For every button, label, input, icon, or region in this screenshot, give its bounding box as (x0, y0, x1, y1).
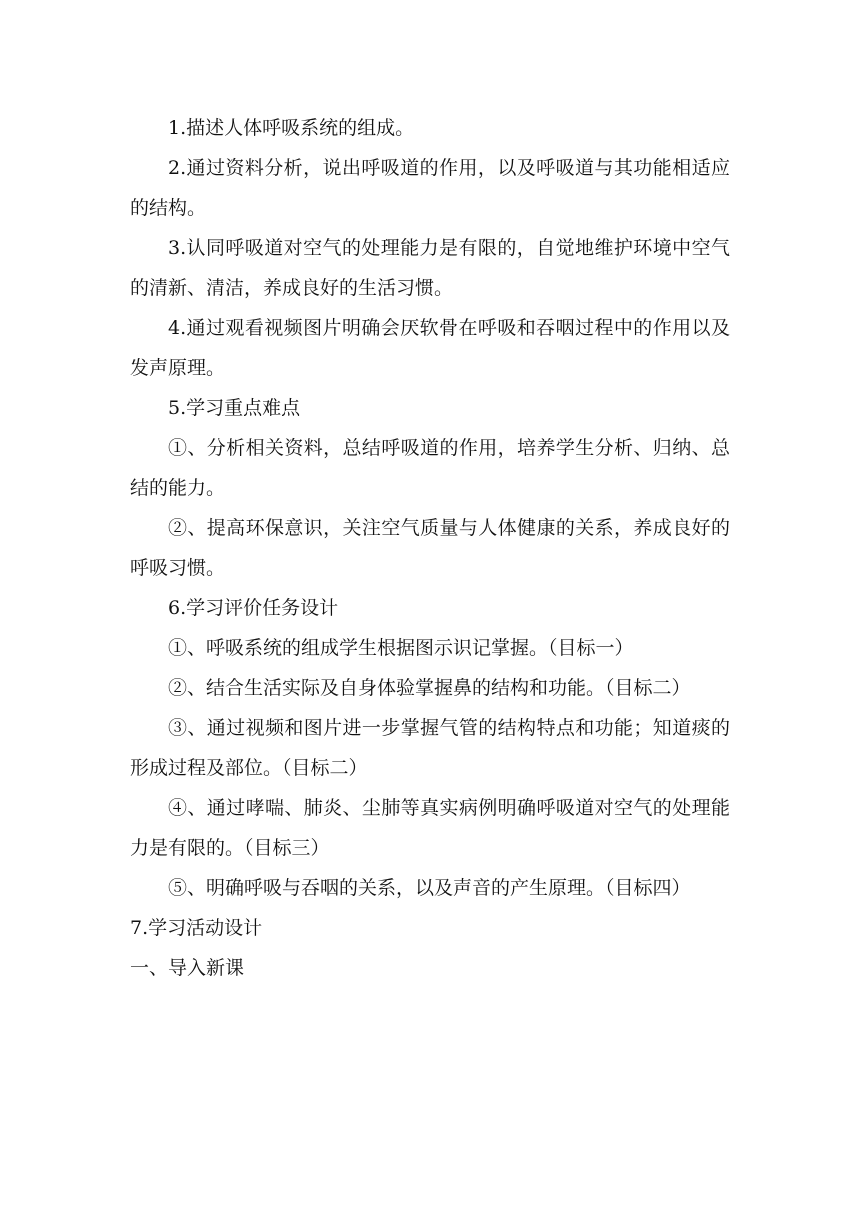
evaluation-item-2: ②、结合生活实际及自身体验掌握鼻的结构和功能。（目标二） (168, 677, 691, 699)
evaluation-item-5: ⑤、明确呼吸与吞咽的关系，以及声音的产生原理。（目标四） (168, 877, 691, 899)
section-heading-key-points: 5.学习重点难点 (168, 397, 301, 419)
key-point-2: ②、提高环保意识，关注空气质量与人体健康的关系，养成良好的呼吸习惯。 (130, 517, 730, 579)
objective-1: 1.描述人体呼吸系统的组成。 (168, 117, 415, 139)
section-heading-evaluation: 6.学习评价任务设计 (168, 597, 339, 619)
evaluation-item-4: ④、通过哮喘、肺炎、尘肺等真实病例明确呼吸道对空气的处理能力是有限的。（目标三） (130, 797, 730, 859)
objective-3: 3.认同呼吸道对空气的处理能力是有限的，自觉地维护环境中空气的清新、清洁，养成良好的生活习惯。 (130, 237, 730, 299)
objective-2: 2.通过资料分析，说出呼吸道的作用，以及呼吸道与其功能相适应的结构。 (130, 157, 730, 219)
evaluation-item-1: ①、呼吸系统的组成学生根据图示识记掌握。（目标一） (168, 637, 634, 659)
objective-4: 4.通过观看视频图片明确会厌软骨在呼吸和吞咽过程中的作用以及发声原理。 (130, 317, 730, 379)
section-heading-activities: 7.学习活动设计 (130, 917, 263, 939)
key-point-1: ①、分析相关资料，总结呼吸道的作用，培养学生分析、归纳、总结的能力。 (130, 437, 730, 499)
section-heading-introduction: 一、导入新课 (130, 957, 245, 979)
evaluation-item-3: ③、通过视频和图片进一步掌握气管的结构特点和功能；知道痰的形成过程及部位。（目标二） (130, 717, 730, 779)
document-body (130, 108, 730, 988)
